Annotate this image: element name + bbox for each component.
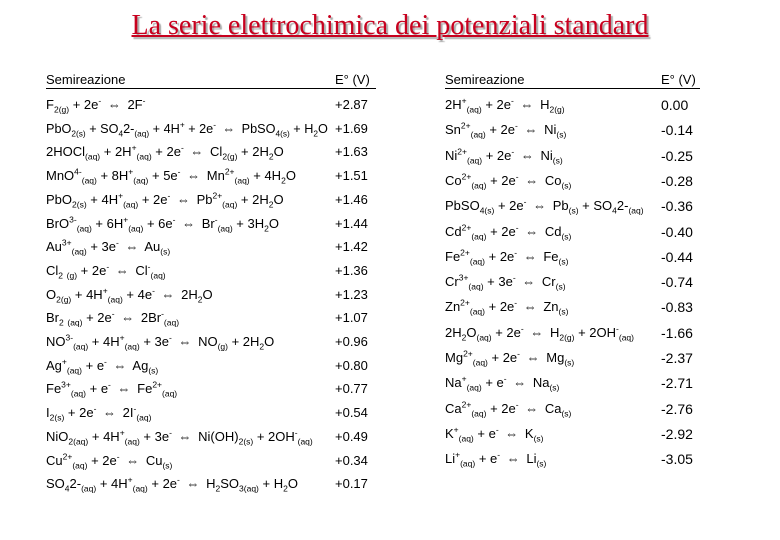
right-row-reaction: $Fe^{2+}_{(aq)} + 2e^-$ ⇔ $Fe_{(s)}$	[445, 247, 569, 267]
right-row-reaction: $Mg^{2+}_{(aq)} + 2e^-$ ⇔ $Mg_{(s)}$	[445, 348, 575, 368]
left-row-reaction: $BrO^{3-}_{(aq)} + 6H^+_{(aq)} + 6e^-$ ⇔ $Br^-_{(aq)} + 3H_2O$	[46, 214, 279, 234]
right-row-potential: -2.37	[661, 350, 693, 366]
left-row-reaction: $PbO_{2(s)} + SO_42-_{(aq)} + 4H^+ + 2e^-$ ⇔ PbSO$_{4(s)}$ + $H_2O$	[46, 119, 328, 139]
left-row-potential: +1.44	[335, 215, 368, 231]
right-row-potential: -2.92	[661, 425, 693, 442]
left-row-potential: +1.63	[335, 144, 368, 160]
left-row-potential: +0.80	[335, 357, 368, 373]
right-row-reaction: $Co^{2+}_{(aq)} + 2e^-$ ⇔ $Co_{(s)}$	[445, 171, 572, 191]
left-row-reaction: $Cu^{2+}_{(aq)} + 2e^-$ ⇔ $Cu_{(s)}$	[46, 451, 173, 471]
right-row-potential: -0.14	[661, 122, 693, 139]
left-row-reaction: $Fe^{3+}_{(aq)} + e^-$ ⇔ $Fe^{2+}_{(aq)}$	[46, 380, 178, 399]
left-row-reaction: $Ag^+_{(aq)} + e^-$ ⇔ $Ag_{(s)}$	[46, 356, 159, 376]
right-row-potential: -1.66	[661, 324, 693, 341]
right-row-potential: -2.76	[661, 400, 693, 417]
left-row-potential: +1.69	[335, 120, 368, 136]
right-potential-header: E° (V)	[661, 72, 696, 87]
left-row-potential: +1.51	[335, 168, 368, 184]
left-row-potential: +0.34	[335, 452, 368, 468]
left-row-potential: +0.49	[335, 428, 368, 444]
left-row-potential: +0.77	[335, 381, 368, 397]
right-row-potential: -2.71	[661, 375, 693, 392]
right-row-reaction: $Ni^{2+}_{(aq)} + 2e^-$ ⇔ $Ni_{(s)}$	[445, 146, 563, 166]
right-row-reaction: $Li^+_{(aq)} + e^-$ ⇔ $Li_{(s)}$	[445, 449, 547, 469]
left-row-potential: +1.46	[335, 191, 368, 207]
right-row-potential: -0.74	[661, 274, 693, 291]
right-header-underline	[445, 88, 700, 89]
left-row-potential: +1.23	[335, 286, 368, 302]
left-row-reaction: $Au^{3+}_{(aq)} + 3e^-$ ⇔ $Au_{(s)}$	[46, 237, 171, 257]
left-row-potential: +0.96	[335, 334, 368, 349]
right-row-reaction: $Ca^{2+}_{(aq)} + 2e^-$ ⇔ $Ca_{(s)}$	[445, 399, 572, 419]
left-row-reaction: $NiO_{2(aq)} + 4H^+_{(aq)} + 3e^-$ ⇔ $Ni(OH)_{2(s)} + 2OH^-_{(aq)}$	[46, 427, 313, 447]
left-row-potential: +0.54	[335, 405, 368, 421]
left-row-reaction: $NO^{3-}_{(aq)} + 4H^+_{(aq)} + 3e^-$ ⇔ $NO_{(g)} + 2H_2O$	[46, 332, 275, 352]
left-row-reaction: $Cl_2$ $_{(g)}$ + 2e- ⇔ $Cl^-_{(aq)}$	[46, 261, 166, 281]
left-reaction-header: Semireazione	[46, 72, 126, 87]
left-row-reaction: $PbO_{2(s)} + 4H^+_{(aq)} + 2e^-$ ⇔ $Pb^{2+}_{(aq)} + 2H_2O$	[46, 190, 284, 210]
right-row-potential: -0.40	[661, 223, 693, 240]
right-row-reaction: $Na^+_{(aq)} + e^-$ ⇔ $Na_{(s)}$	[445, 373, 560, 393]
left-row-reaction: 2HOCl$_{(aq)}$ + $2H^+_{(aq)} + 2e^-$ ⇔ $Cl_{2(g)} + 2H_2O$	[46, 143, 284, 162]
left-row-potential: +1.07	[335, 310, 368, 326]
right-row-reaction: $2H_2O_{(aq)} + 2e^-$ ⇔ $H_{2(g)} + 2OH^-_{(aq)}$	[445, 323, 634, 343]
right-row-reaction: $K^+_{(aq)} + e^-$ ⇔ $K_{(s)}$	[445, 424, 544, 444]
left-row-reaction: $I_{2(s)} + 2e^-$ ⇔ $2I^-_{(aq)}$	[46, 403, 152, 423]
right-row-reaction: $Zn^{2+}_{(aq)} + 2e^-$ ⇔ $Zn_{(s)}$	[445, 298, 569, 317]
left-row-reaction: $MnO^{4-}_{(aq)} + 8H^+_{(aq)} + 5e^-$ ⇔ $Mn^{2+}_{(aq)} + 4H_2O$	[46, 166, 296, 186]
right-row-potential: -0.44	[661, 248, 693, 265]
right-row-potential: -3.05	[661, 451, 693, 468]
right-row-reaction: $Cd^{2+}_{(aq)} + 2e^-$ ⇔ $Cd_{(s)}$	[445, 222, 572, 242]
right-row-reaction: $Sn^{2+}_{(aq)} + 2e^-$ ⇔ $Ni_{(s)}$	[445, 120, 567, 140]
right-row-reaction: $2H^+_{(aq)} + 2e^-$ ⇔ $H_{2(g)}$	[445, 95, 565, 115]
left-row-potential: +2.87	[335, 97, 368, 112]
page-title: La serie elettrochimica dei potenziali standard	[131, 10, 649, 41]
left-header-underline	[46, 88, 376, 89]
left-row-potential: +0.17	[335, 476, 368, 492]
right-row-potential: 0.00	[661, 97, 689, 113]
left-row-potential: +1.42	[335, 239, 368, 255]
left-row-potential: +1.36	[335, 262, 368, 278]
left-row-reaction: $Br_2$ $_{(aq)}$ + 2e- ⇔ $2Br^-_{(aq)}$	[46, 308, 180, 328]
right-row-potential: -0.28	[661, 172, 693, 189]
right-row-reaction: $Cr^{3+}_{(aq)} + 3e^-$ ⇔ $Cr_{(s)}$	[445, 272, 566, 292]
right-row-reaction: PbSO$_{4(s)}$ + 2e- ⇔ $Pb_{(s)} + SO_42-_{(aq)}$	[445, 196, 644, 216]
left-row-reaction: $SO_42-_{(aq)} + 4H^+_{(aq)} + 2e^-$ ⇔ $H_2SO_{3(aq)} + H_2O$	[46, 474, 298, 494]
right-row-potential: -0.83	[661, 299, 693, 316]
right-row-potential: -0.25	[661, 147, 693, 164]
right-reaction-header: Semireazione	[445, 72, 525, 87]
left-row-reaction: $F_{2(g)} + 2e^-$ ⇔ 2F-	[46, 95, 146, 115]
left-potential-header: E° (V)	[335, 72, 370, 87]
right-row-potential: -0.36	[661, 198, 693, 215]
left-row-reaction: $O_{2(g)} + 4H^+_{(aq)} + 4e^-$ ⇔ $2H_2O$	[46, 285, 213, 305]
